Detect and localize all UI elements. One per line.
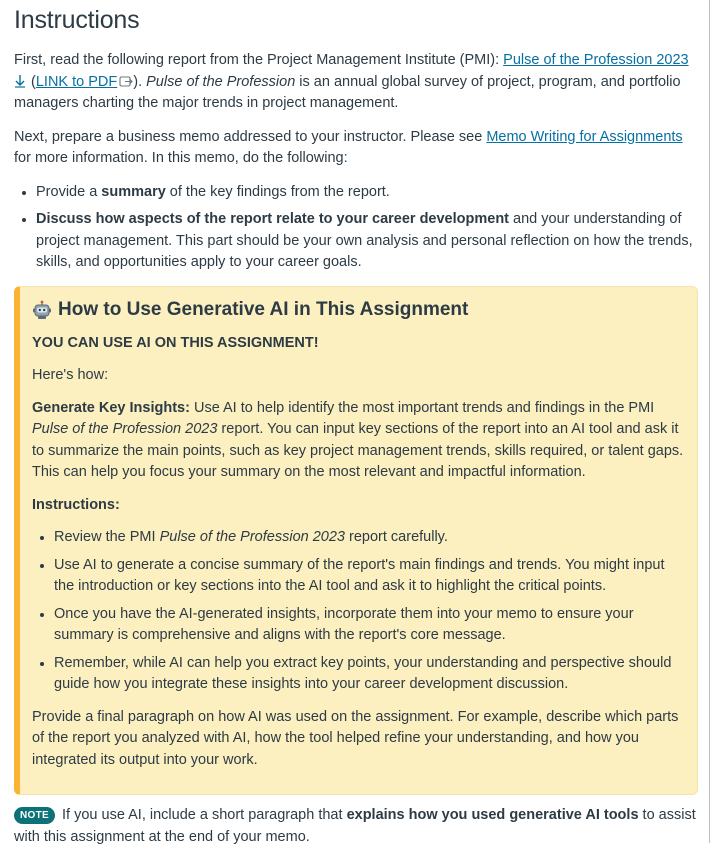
after-pdf-text: ).: [133, 73, 147, 90]
heres-how-text: Here's how:: [32, 367, 109, 383]
external-link-icon: [119, 75, 133, 87]
ai-step-item: • Remember, while AI can help you extract key points, your understanding and perspective should guide how you integrate these insights into your career development discussion.: [54, 653, 685, 696]
pdf-link-label: LINK to PDF: [35, 73, 118, 90]
ai-steps-list: [32, 527, 685, 696]
intro-tail-text: is an annual global survey of project, program, and portfolio managers charting the major trends in project management.: [14, 73, 681, 111]
task-bold-text: Discuss how aspects of the report relate to your career development: [36, 211, 510, 227]
task-item: • Provide a summary of the key findings from the report.: [36, 182, 698, 204]
memo-tail-text: for more information. In this memo, do the following:: [14, 150, 348, 166]
task-bold-text: summary: [101, 183, 166, 200]
report-link[interactable]: Pulse of the Profession 2023: [503, 52, 689, 68]
memo-writing-link[interactable]: Memo Writing for Assignments: [486, 128, 683, 145]
final-paragraph-instruction: Provide a final paragraph on how AI was used on the assignment. For example, describe which parts of the report you analyzed with AI, how the tool helped refine your understanding, and how you integrated its output into your work.: [32, 708, 679, 768]
ai-step-item: • Review the PMI Pulse of the Profession 2023 report carefully.: [54, 527, 685, 549]
note-paragraph: NOTE If you use AI, include a short paragraph that explains how you used generative AI tools to assist with this assignment at the end of your memo.: [14, 807, 696, 845]
intro-paragraph: [14, 50, 698, 115]
assignment-content: [14, 0, 698, 860]
ai-step-item: • Once you have the AI-generated insights, incorporate them into your memo to ensure your summary is comprehensive and aligns with the report's core message.: [54, 604, 685, 647]
robot-icon: [32, 300, 52, 320]
ai-allowed-text: YOU CAN USE AI ON THIS ASSIGNMENT!: [32, 334, 319, 351]
ai-callout-box: [14, 286, 698, 796]
memo-paragraph: [14, 127, 698, 170]
task-list: [14, 182, 698, 274]
note-bold-text: explains how you used generative AI tools: [346, 807, 639, 823]
download-icon[interactable]: [14, 74, 26, 88]
memo-lead-text: Next, prepare a business memo addressed to your instructor. Please see: [14, 128, 487, 145]
note-badge: NOTE: [14, 807, 55, 824]
ai-step-item: • Use AI to generate a concise summary of the report's main findings and trends. You might input the introduction or key sections into the AI tool and ask it to highlight the critical points.: [54, 555, 685, 598]
callout-title-text: How to Use Generative AI in This Assignment: [58, 298, 469, 320]
instructions-label: Instructions:: [32, 496, 120, 513]
intro-lead-text: First, read the following report from the Project Management Institute (PMI):: [14, 52, 504, 68]
pdf-link[interactable]: [36, 74, 133, 90]
insights-label: Generate Key Insights:: [32, 399, 190, 416]
task-item: • Discuss how aspects of the report relate to your career development and your understanding of project management. This part should be your own analysis and personal reflection on how the trends, skills, and opportunities apply to your career goals.: [36, 209, 698, 274]
insights-paragraph: Generate Key Insights: Use AI to help identify the most important trends and findings in the PMI Pulse of the Profession 2023 report. You can input key sections of the report into an AI tool and ask it to summarize the main points, such as key project management trends, skills required, or talent gaps. This can help you focus your summary on the most relevant and impactful information.: [32, 399, 684, 480]
report-title-italic: Pulse of the Profession: [146, 73, 296, 90]
page-title: Instructions: [14, 6, 140, 34]
callout-title: [32, 297, 685, 323]
page-right-border: [709, 0, 718, 843]
paren-text: (: [27, 73, 36, 90]
